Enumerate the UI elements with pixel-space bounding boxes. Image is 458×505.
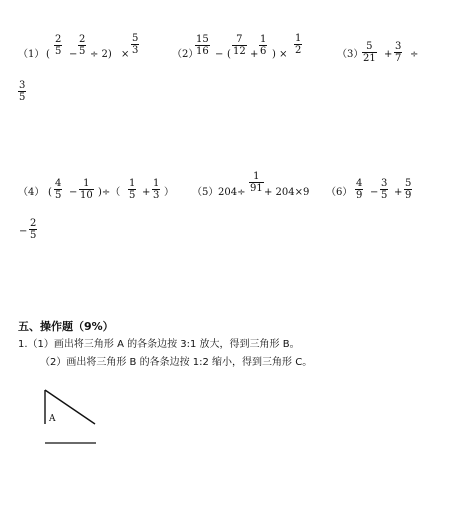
expression-text: 204÷ xyxy=(218,187,246,198)
paren-open: ( xyxy=(227,49,231,60)
numerator: 3 xyxy=(381,178,388,189)
denominator: 5 xyxy=(129,190,136,201)
numerator: 1 xyxy=(129,178,136,189)
paren-close: ） xyxy=(164,187,174,198)
numerator: 2 xyxy=(79,34,86,45)
denominator: 10 xyxy=(80,190,93,201)
numerator: 5 xyxy=(405,178,412,189)
numerator: 5 xyxy=(366,41,373,52)
numerator: 3 xyxy=(395,41,402,52)
numerator: 1 xyxy=(153,178,160,189)
instruction-2: （2）画出将三角形 B 的各条边按 1:2 缩小，得到三角形 C。 xyxy=(40,357,313,368)
denominator: 5 xyxy=(19,92,26,103)
numerator: 1 xyxy=(295,33,302,44)
denominator: 5 xyxy=(55,46,62,57)
problem-2-label: （2） xyxy=(172,49,199,60)
numerator: 1 xyxy=(83,178,90,189)
paren-open: ( xyxy=(46,49,50,60)
numerator: 3 xyxy=(19,80,26,91)
minus-sign: − xyxy=(370,187,379,198)
triangle-label: A xyxy=(49,414,56,424)
minus-sign: − xyxy=(215,49,224,60)
times-sign: × xyxy=(121,49,130,60)
numerator: 5 xyxy=(132,33,139,44)
minus-sign: − xyxy=(69,49,78,60)
denominator: 7 xyxy=(395,53,402,64)
paren-open: ( xyxy=(48,187,52,198)
division-text: ÷ 2) xyxy=(90,49,112,60)
numerator: 4 xyxy=(55,178,62,189)
denominator: 21 xyxy=(363,53,376,64)
numerator: 2 xyxy=(30,218,37,229)
denominator: 9 xyxy=(405,190,412,201)
division-sign: ÷ xyxy=(410,49,419,60)
paren-close-times: ) × xyxy=(272,49,288,60)
denominator: 3 xyxy=(153,190,160,201)
denominator: 16 xyxy=(196,46,209,57)
denominator: 91 xyxy=(250,183,263,194)
denominator: 9 xyxy=(356,190,363,201)
numerator: 2 xyxy=(55,34,62,45)
plus-sign: + xyxy=(250,49,259,60)
denominator: 5 xyxy=(381,190,388,201)
denominator: 5 xyxy=(79,46,86,57)
minus-sign: − xyxy=(19,226,28,237)
problem-4-label: （4） xyxy=(18,187,45,198)
numerator: 7 xyxy=(236,34,243,45)
problem-5-label: （5） xyxy=(192,187,219,198)
problem-6-label: （6） xyxy=(326,187,353,198)
numerator: 15 xyxy=(196,34,209,45)
numerator: 4 xyxy=(356,178,363,189)
minus-sign: − xyxy=(69,187,78,198)
denominator: 5 xyxy=(30,230,37,241)
instruction-1: 1.（1）画出将三角形 A 的各条边按 3:1 放大，得到三角形 B。 xyxy=(18,339,300,350)
plus-sign: + xyxy=(394,187,403,198)
paren-divide: )÷（ xyxy=(98,187,121,198)
denominator: 3 xyxy=(132,45,139,56)
problem-3-label: （3） xyxy=(337,49,364,60)
denominator: 5 xyxy=(55,190,62,201)
numerator: 1 xyxy=(260,34,267,45)
expression-text: + 204×9 xyxy=(264,187,310,198)
problem-1-label: （1） xyxy=(18,49,45,60)
denominator: 2 xyxy=(295,45,302,56)
denominator: 12 xyxy=(233,46,246,57)
numerator: 1 xyxy=(253,171,260,182)
plus-sign: + xyxy=(142,187,151,198)
section-heading: 五、操作题（9%） xyxy=(18,320,114,333)
plus-sign: + xyxy=(384,49,393,60)
denominator: 6 xyxy=(260,46,267,57)
